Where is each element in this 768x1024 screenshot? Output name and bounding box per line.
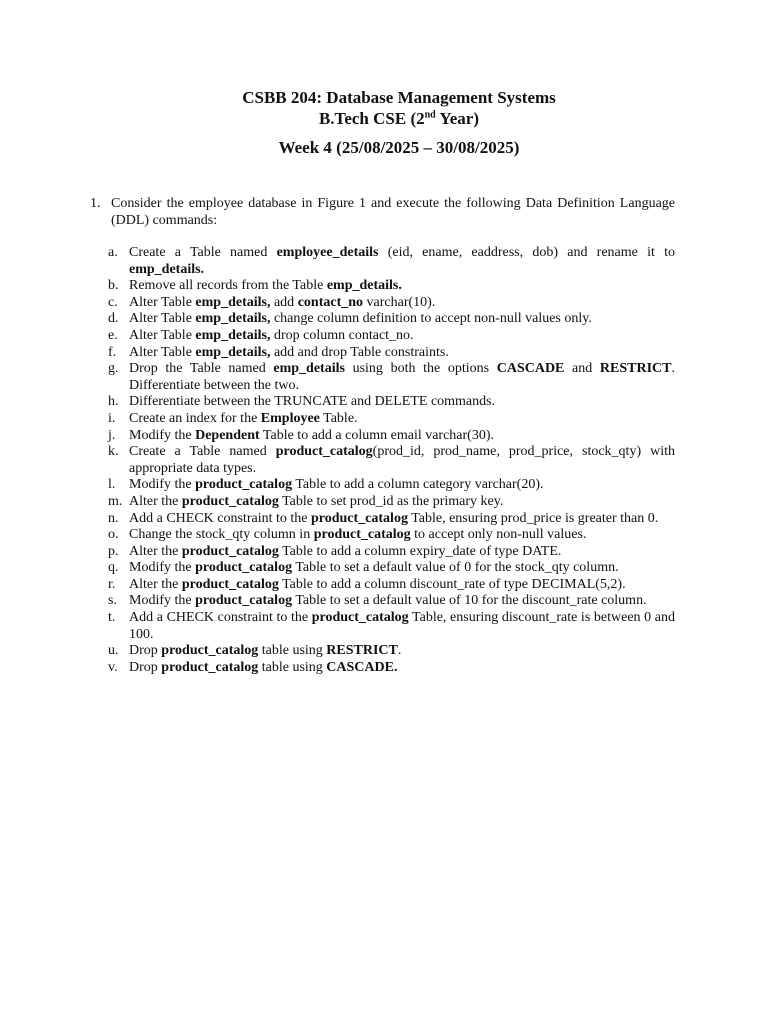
question-1: [90, 195, 675, 229]
sub-question-text: Table to add a column category varchar(20).: [292, 477, 544, 493]
week-title: [0, 137, 768, 159]
sub-question-text: Alter Table: [129, 327, 196, 343]
sub-question-bold-text: Dependent: [195, 427, 260, 443]
sub-question-bold-text: product_catalog: [181, 576, 279, 592]
sub-question-text: Change the stock_qty column in: [129, 527, 314, 543]
sub-question-text: Table to set a default value of 10 for the discount_rate column.: [292, 593, 647, 609]
sub-question-bold-text: product_catalog: [181, 493, 279, 509]
sub-question-text: Table, ensuring prod_price is greater than 0.: [407, 510, 659, 526]
sub-question-label: v.: [108, 659, 118, 675]
sub-question-bold-text: product_catalog: [161, 643, 259, 659]
sub-question-label: h.: [108, 394, 119, 410]
sub-question-label: u.: [108, 643, 119, 659]
sub-question-label: s.: [108, 593, 117, 609]
question-number: 1.: [90, 196, 101, 211]
sub-question-text: varchar(10).: [363, 294, 436, 310]
program-title: [0, 108, 768, 129]
sub-question-label: c.: [108, 294, 118, 310]
sub-question-bold-text: employee_details: [276, 245, 379, 260]
sub-question-text: Create a Table named: [129, 444, 276, 460]
sub-question-c: [108, 295, 675, 312]
sub-question-text: Modify the: [129, 427, 196, 443]
program-suffix: Year): [435, 109, 480, 128]
sub-question-text: Modify the: [129, 477, 196, 493]
sub-question-label: j.: [108, 427, 116, 443]
sub-question-text: Table to add a column discount_rate of type DECIMAL(5,2).: [278, 576, 626, 592]
sub-question-bold-text: product_catalog: [275, 444, 373, 460]
sub-question-text: Table to set prod_id as the primary key.: [278, 493, 504, 509]
sub-question-o: [108, 527, 675, 544]
sub-question-q: [108, 560, 675, 577]
sub-question-text: Table to set a default value of 0 for the stock_qty column.: [292, 560, 619, 576]
sub-question-text: Table, ensuring discount_rate is between 0 and 100.: [129, 610, 675, 642]
sub-question-text: Add a CHECK constraint to the: [129, 610, 312, 626]
sub-question-label: l.: [108, 477, 116, 493]
sub-question-b: [108, 278, 675, 295]
sub-question-label: e.: [108, 327, 118, 343]
course-title: [0, 87, 768, 108]
sub-question-text: table using: [258, 643, 327, 659]
sub-question-bold-text: RESTRICT: [326, 643, 398, 659]
sub-question-text: Table to add a column email varchar(30).: [259, 427, 495, 443]
sub-question-bold-text: product_catalog: [311, 610, 409, 626]
sub-question-label: q.: [108, 560, 119, 576]
sub-question-bold-text: contact_no: [297, 294, 364, 310]
sub-question-bold-text: product_catalog: [313, 527, 411, 543]
sub-question-bold-text: product_catalog: [161, 659, 259, 675]
sub-question-text: Add a CHECK constraint to the: [129, 510, 311, 526]
sub-question-text: drop column contact_no.: [270, 327, 414, 343]
sub-question-bold-text: product_catalog: [195, 477, 293, 493]
sub-question-text: Drop the Table named: [129, 361, 274, 377]
sub-question-text: Table to add a column expiry_date of type DATE.: [278, 543, 562, 559]
sub-question-t: [108, 610, 675, 643]
sub-question-k: [108, 444, 675, 477]
sub-question-label: d.: [108, 311, 119, 327]
sub-question-bold-text: emp_details,: [195, 294, 271, 310]
sub-question-u: [108, 643, 675, 660]
sub-question-label: g.: [108, 361, 119, 377]
sub-question-bold-text: emp_details.: [129, 261, 205, 277]
sub-question-m: [108, 494, 675, 511]
sub-question-bold-text: emp_details,: [195, 327, 271, 343]
sub-question-e: [108, 328, 675, 345]
sub-question-bold-text: emp_details,: [195, 311, 271, 327]
sub-question-r: [108, 577, 675, 594]
sub-question-v: [108, 660, 675, 677]
sub-question-a: [108, 245, 675, 278]
sub-question-text: change column definition to accept non-null values only.: [270, 311, 592, 327]
sub-question-bold-text: CASCADE.: [326, 659, 398, 675]
question-text: Consider the employee database in Figure 1 and execute the following Data Definition Language (DDL) commands:: [111, 196, 675, 228]
sub-question-label: a.: [108, 245, 118, 260]
sub-question-label: r.: [108, 576, 116, 592]
sub-question-text: add: [270, 294, 298, 310]
sub-question-text: Differentiate between the TRUNCATE and DELETE commands.: [129, 394, 496, 410]
sub-question-label: b.: [108, 278, 119, 294]
sub-question-label: k.: [108, 444, 119, 460]
sub-question-text: (prod_id, prod_name, prod_price, stock_qty) with appropriate data types.: [129, 444, 675, 476]
sub-question-text: Modify the: [129, 593, 196, 609]
sub-question-h: [108, 394, 675, 411]
sub-question-text: Remove all records from the Table: [129, 278, 327, 294]
sub-question-g: [108, 361, 675, 394]
sub-question-text: Drop: [129, 643, 162, 659]
course-title-text: CSBB 204: Database Management Systems: [242, 88, 556, 107]
sub-question-j: [108, 428, 675, 445]
sub-question-text: using both the options: [344, 361, 497, 377]
sub-question-text: (eid, ename, eaddress, dob) and rename it to: [378, 245, 675, 260]
sub-question-bold-text: product_catalog: [310, 510, 408, 526]
sub-question-label: t.: [108, 610, 116, 626]
sub-question-text: Drop: [129, 659, 162, 675]
sub-question-text: Alter Table: [129, 294, 196, 310]
sub-question-bold-text: product_catalog: [195, 560, 293, 576]
program-prefix: B.Tech CSE (2: [318, 109, 425, 128]
sub-question-label: f.: [108, 344, 117, 360]
sub-question-l: [108, 477, 675, 494]
sub-question-label: n.: [108, 510, 119, 526]
sub-question-text: to accept only non-null values.: [410, 527, 587, 543]
week-title-text: Week 4 (25/08/2025 – 30/08/2025): [278, 138, 520, 157]
sub-question-d: [108, 311, 675, 328]
sub-question-label: o.: [108, 527, 119, 543]
sub-question-text: Table.: [319, 410, 358, 426]
sub-question-bold-text: RESTRICT: [599, 361, 672, 377]
sub-question-bold-text: CASCADE: [496, 361, 565, 377]
sub-question-label: m.: [108, 493, 123, 509]
sub-question-bold-text: Employee: [260, 410, 320, 426]
sub-question-bold-text: product_catalog: [195, 593, 293, 609]
sub-question-bold-text: emp_details: [273, 361, 345, 377]
sub-question-text: Alter Table: [129, 311, 196, 327]
sub-question-text: Create a Table named: [129, 245, 277, 260]
sub-question-bold-text: product_catalog: [181, 543, 279, 559]
sub-question-list: [108, 245, 675, 676]
sub-question-i: [108, 411, 675, 428]
sub-question-text: and: [564, 361, 600, 377]
sub-question-s: [108, 593, 675, 610]
sub-question-text: Alter Table: [129, 344, 196, 360]
sub-question-n: [108, 511, 675, 528]
sub-question-label: p.: [108, 543, 119, 559]
sub-question-f: [108, 345, 675, 362]
sub-question-bold-text: emp_details.: [326, 278, 402, 294]
sub-question-text: add and drop Table constraints.: [270, 344, 449, 360]
sub-question-label: i.: [108, 410, 116, 426]
sub-question-text: . Differentiate between the two.: [129, 361, 675, 393]
sub-question-bold-text: emp_details,: [195, 344, 271, 360]
sub-question-text: Alter the: [129, 493, 182, 509]
sub-question-p: [108, 544, 675, 561]
sub-question-text: Create an index for the: [129, 410, 261, 426]
sub-question-text: .: [397, 643, 402, 659]
sub-question-text: Alter the: [129, 543, 182, 559]
sub-question-text: Alter the: [129, 576, 182, 592]
sub-question-text: table using: [258, 659, 327, 675]
program-superscript: nd: [424, 109, 436, 121]
sub-question-text: Modify the: [129, 560, 196, 576]
